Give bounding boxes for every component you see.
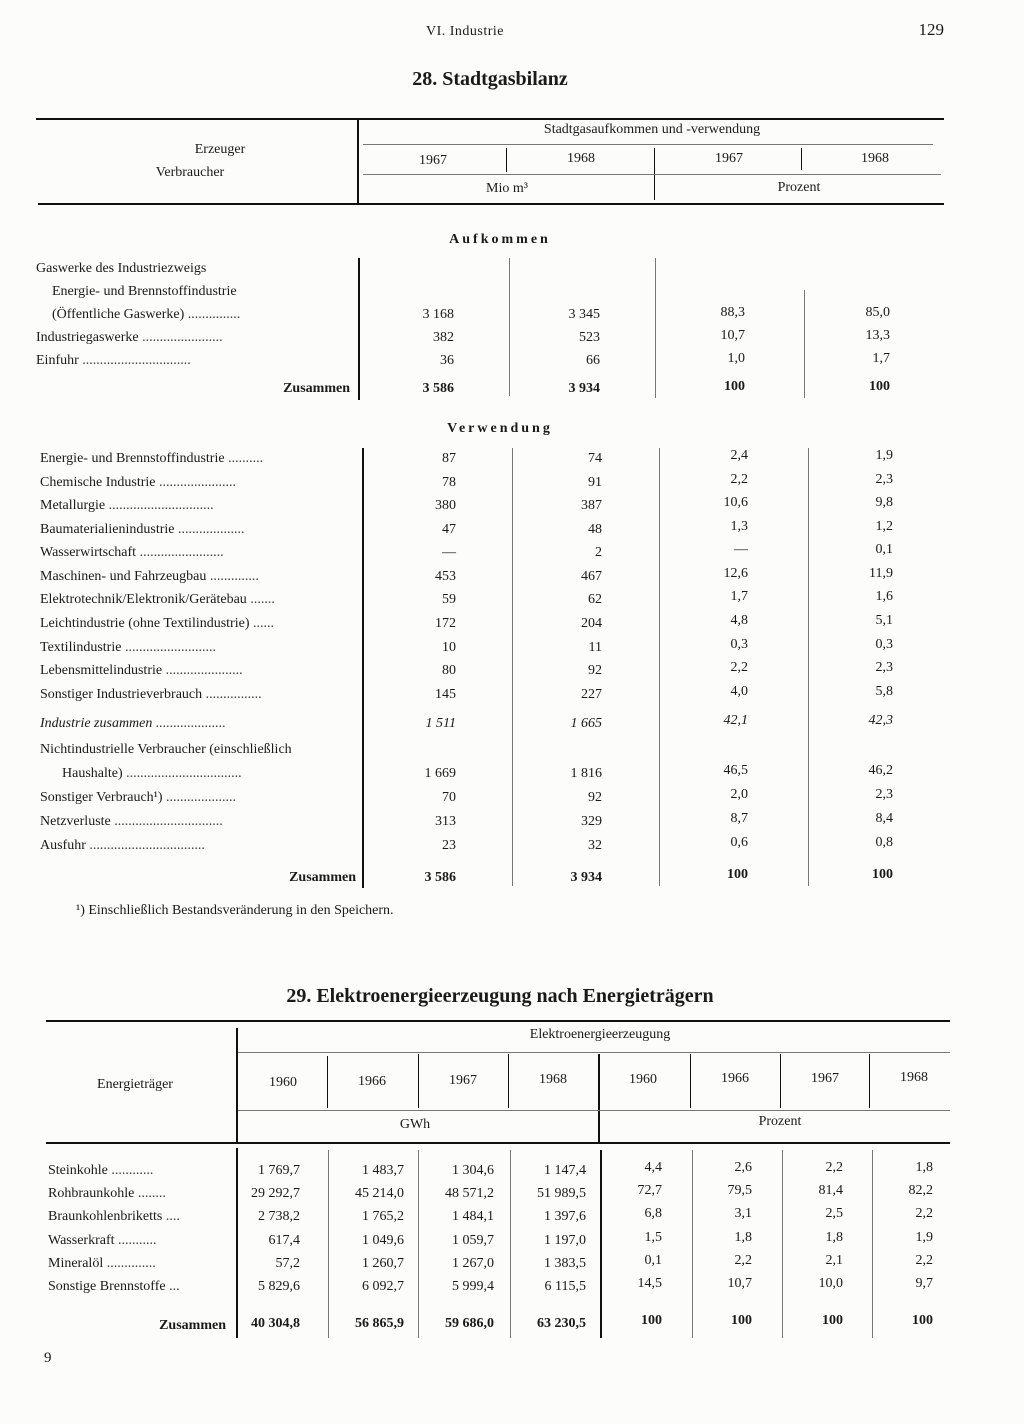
t28-a-value: 13,3: [865, 328, 890, 343]
t29-value: 1 304,6: [452, 1163, 494, 1178]
t29-row-label: [48, 1186, 166, 1202]
t28-b-value: 1,7: [730, 589, 748, 604]
t29-year-sep-4: [598, 1054, 600, 1144]
t28-b-row-label: [62, 766, 242, 782]
t29-value: 2,2: [825, 1160, 843, 1175]
t28-b-value: 9,8: [875, 495, 893, 510]
leader-dots: ...............................: [114, 814, 223, 829]
t29-value: 81,4: [818, 1183, 843, 1198]
t28-b-value: 453: [435, 569, 456, 584]
t29-value: 2,5: [825, 1206, 843, 1221]
row-label-text: Industrie zusammen: [40, 716, 153, 731]
t28-unit-left: Mio m³: [486, 181, 528, 196]
t28-b-value: 32: [588, 838, 602, 853]
t28-b-row-label: [40, 663, 243, 679]
t28-b-value: 12,6: [723, 566, 748, 581]
row-label-text: Wasserwirtschaft: [40, 545, 137, 560]
t28-b-value: 0,1: [875, 542, 893, 557]
leader-dots: ......: [253, 616, 274, 631]
leader-dots: ......................: [158, 475, 236, 490]
t28-footnote: ¹) Einschließlich Bestandsveränderung in den Speichern.: [76, 903, 394, 918]
t28-a-value: 3 934: [568, 381, 600, 396]
t28-year-2: 1968: [567, 151, 595, 166]
row-label-text: Netzverluste: [40, 814, 111, 829]
row-label-text: Zusammen: [289, 870, 356, 885]
t28-b-value: 0,3: [875, 637, 893, 652]
t28-b-row-label: [40, 742, 292, 758]
t29-value: 100: [641, 1313, 662, 1328]
t28-b-value: 313: [435, 814, 456, 829]
t29-value: 617,4: [268, 1233, 300, 1248]
t28-b-row-label: [40, 640, 216, 656]
t28-b-value: 1 669: [424, 766, 456, 781]
t29-value: 1 769,7: [258, 1163, 300, 1178]
t28-b-value: 467: [581, 569, 602, 584]
t29-value: 2,2: [915, 1253, 933, 1268]
page-number: 129: [918, 20, 944, 39]
leader-dots: ...............................: [82, 353, 191, 368]
t28-b-value: 380: [435, 498, 456, 513]
t28-b-value: 8,4: [875, 811, 893, 826]
table-28-title: 28. Stadtgasbilanz: [412, 68, 568, 90]
t28-b-value: 2,3: [875, 660, 893, 675]
t29-value: 5 829,6: [258, 1279, 300, 1294]
t29-unit-rule: [238, 1110, 950, 1111]
t28-b-value: 329: [581, 814, 602, 829]
t28-a-value: 85,0: [865, 305, 890, 320]
t28-b-value: 227: [581, 687, 602, 702]
t29-unit-left: GWh: [399, 1117, 431, 1132]
t29-top-rule: [46, 1020, 950, 1022]
t28-section-aufkommen: Aufkommen: [449, 232, 551, 247]
t28-header-bottom-rule: [38, 203, 944, 205]
t28-a-value: 100: [869, 379, 890, 394]
t29-year-8: 1968: [900, 1070, 928, 1085]
t29-value: 59 686,0: [445, 1316, 494, 1331]
t29-value: 1 147,4: [544, 1163, 586, 1178]
t28-group-rule: [363, 144, 933, 145]
row-label-text: Energie- und Brennstoffindustrie: [40, 451, 225, 466]
t28-b-value: 42,1: [723, 713, 748, 728]
t29-year-7: 1967: [811, 1071, 839, 1086]
t29-value: 1 049,6: [362, 1233, 404, 1248]
t28-b-value: 3 586: [424, 870, 456, 885]
t28-b-row-label: [40, 498, 214, 514]
t28-a-value: 66: [586, 353, 600, 368]
t28-b-value: 78: [442, 475, 456, 490]
t29-value: 4,4: [644, 1160, 662, 1175]
t28-a-row-label: [36, 353, 191, 369]
t29-year-6: 1966: [721, 1071, 749, 1086]
t29-value: 1,8: [734, 1230, 752, 1245]
t28-b-value: 2,3: [875, 787, 893, 802]
t29-value: 10,0: [818, 1276, 843, 1291]
row-label-text: Leichtindustrie (ohne Textilindustrie): [40, 616, 250, 631]
t28-b-value: 5,1: [875, 613, 893, 628]
row-label-text: (Öffentliche Gaswerke): [52, 307, 185, 322]
t29-value: 2,2: [734, 1253, 752, 1268]
t28-b-value: 46,5: [723, 763, 748, 778]
leader-dots: .......: [250, 592, 275, 607]
t28-a-value: 3 586: [422, 381, 454, 396]
leader-dots: ..........................: [124, 640, 216, 655]
t28-b-value: 1 816: [570, 766, 602, 781]
t28-b-value: 46,2: [868, 763, 893, 778]
t28-b-value: 87: [442, 451, 456, 466]
t28-b-row-label: [40, 716, 226, 732]
t29-value: 14,5: [637, 1276, 662, 1291]
t28-section-verwendung: Verwendung: [447, 421, 553, 436]
row-label-text: Gaswerke des Industriezweigs: [36, 261, 207, 276]
t28-b-value: 387: [581, 498, 602, 513]
t28-b-value: 11,9: [869, 566, 893, 581]
leader-dots: ..............................: [108, 498, 214, 513]
t28-year-3: 1967: [715, 151, 743, 166]
t28-b-row-label: [40, 451, 263, 467]
t28-a-value: 10,7: [720, 328, 745, 343]
t29-value: 1 059,7: [452, 1233, 494, 1248]
t29-year-sep-7: [869, 1054, 870, 1108]
t29-value: 100: [731, 1313, 752, 1328]
t29-value: 2,6: [734, 1160, 752, 1175]
t28-a-row-label: [52, 307, 240, 323]
t28-b-row-label: [40, 592, 275, 608]
t29-year-sep-1: [327, 1056, 328, 1108]
t29-value: 1 197,0: [544, 1233, 586, 1248]
t28-b-row-label: [40, 475, 236, 491]
t28-unit-right: Prozent: [777, 180, 821, 195]
t28-b-value: 8,7: [730, 811, 748, 826]
t28-b-value: 100: [727, 867, 748, 882]
leader-dots: ...........: [118, 1233, 157, 1248]
row-label-text: Sonstiger Industrieverbrauch: [40, 687, 203, 702]
t29-value: 1 484,1: [452, 1209, 494, 1224]
t28-a-value: 3 168: [422, 307, 454, 322]
t28-b-value: 47: [442, 522, 456, 537]
t29-value: 6 115,5: [544, 1279, 586, 1294]
t29-value: 72,7: [637, 1183, 662, 1198]
t28-b-row-label: [40, 616, 274, 632]
t28-b-value: 91: [588, 475, 602, 490]
t28-year-sep-1: [506, 148, 507, 172]
t29-total-label: [40, 1318, 226, 1334]
t28-b-value: 0,8: [875, 835, 893, 850]
t28-stub-divider: [357, 120, 359, 204]
t29-value: 100: [912, 1313, 933, 1328]
t28-b-value: 0,6: [730, 835, 748, 850]
row-label-text: Einfuhr: [36, 353, 79, 368]
t29-group-header: Elektroenergieerzeugung: [529, 1027, 671, 1042]
t29-stub-header: Energieträger: [97, 1077, 173, 1092]
t29-value: 51 989,5: [537, 1186, 586, 1201]
t28-b-value: 2,4: [730, 448, 748, 463]
t29-value: 6 092,7: [362, 1279, 404, 1294]
row-label-text: Braunkohlenbriketts: [48, 1209, 163, 1224]
t28-a-value: 88,3: [720, 305, 745, 320]
t28-a-row-label: [36, 261, 206, 277]
t28-a-col-line-1: [509, 258, 510, 396]
t28-year-4: 1968: [861, 151, 889, 166]
t28-b-row-label: [40, 545, 224, 561]
t29-value: 29 292,7: [251, 1186, 300, 1201]
t29-value: 1 383,5: [544, 1256, 586, 1271]
leader-dots: ....: [165, 1209, 180, 1224]
leader-dots: ................: [205, 687, 262, 702]
t28-b-value: 1,2: [875, 519, 893, 534]
t29-year-sep-3: [508, 1054, 509, 1108]
t29-year-1: 1960: [269, 1075, 297, 1090]
row-label-text: Zusammen: [283, 381, 350, 396]
t28-b-row-label: [40, 838, 205, 854]
t29-value: 6,8: [644, 1206, 662, 1221]
t29-value: 1,8: [825, 1230, 843, 1245]
t28-a-value: 523: [579, 330, 600, 345]
t28-b-row-label: [40, 687, 262, 703]
t28-b-value: 204: [581, 616, 602, 631]
row-label-text: Baumaterialienindustrie: [40, 522, 175, 537]
t28-b-value: 2,2: [730, 660, 748, 675]
t29-year-sep-6: [780, 1054, 781, 1108]
t28-stub-header-1: Erzeuger: [194, 142, 246, 157]
t28-b-value: 172: [435, 616, 456, 631]
t28-b-value: 2,2: [730, 472, 748, 487]
row-label-text: Sonstiger Verbrauch¹): [40, 790, 163, 805]
row-label-text: Rohbraunkohle: [48, 1186, 135, 1201]
t29-row-label: [48, 1233, 157, 1249]
t28-b-value: 74: [588, 451, 602, 466]
t29-value: 5 999,4: [452, 1279, 494, 1294]
t28-b-value: 2: [595, 545, 602, 560]
t28-b-value: 11: [588, 640, 602, 655]
t29-value: 2,2: [915, 1206, 933, 1221]
t29-value: 63 230,5: [537, 1316, 586, 1331]
t28-year-sep-3: [801, 148, 802, 170]
t29-row-label: [48, 1279, 180, 1295]
t28-b-value: 3 934: [570, 870, 602, 885]
t28-b-row-label: [40, 522, 245, 538]
t29-value: 2 738,2: [258, 1209, 300, 1224]
t28-a-value: 3 345: [568, 307, 600, 322]
leader-dots: ....................: [166, 790, 237, 805]
leader-dots: ...............: [187, 307, 241, 322]
t29-value: 79,5: [727, 1183, 752, 1198]
t28-b-value: 1,6: [875, 589, 893, 604]
row-label-text: Zusammen: [159, 1318, 226, 1333]
leader-dots: ....................: [155, 716, 226, 731]
t29-value: 1 483,7: [362, 1163, 404, 1178]
t28-b-value: 42,3: [868, 713, 893, 728]
leader-dots: .................................: [126, 766, 242, 781]
leader-dots: .................................: [89, 838, 205, 853]
t28-b-value: 1,3: [730, 519, 748, 534]
t29-value: 1 267,0: [452, 1256, 494, 1271]
t29-value: 1,8: [915, 1160, 933, 1175]
t28-b-value: 80: [442, 663, 456, 678]
t29-value: 100: [822, 1313, 843, 1328]
t29-stub-divider: [236, 1028, 238, 1144]
row-label-text: Mineralöl: [48, 1256, 104, 1271]
t28-a-value: 100: [724, 379, 745, 394]
leader-dots: ............: [111, 1163, 154, 1178]
t29-year-sep-5: [690, 1054, 691, 1108]
t28-b-value: —: [734, 542, 748, 557]
t29-value: 3,1: [734, 1206, 752, 1221]
t28-year-1: 1967: [419, 153, 447, 168]
t29-row-label: [48, 1209, 180, 1225]
running-header-section: VI. Industrie: [425, 24, 505, 39]
t28-b-row-label: [40, 814, 223, 830]
t29-value: 0,1: [644, 1253, 662, 1268]
row-label-text: Wasserkraft: [48, 1233, 115, 1248]
t28-b-value: 0,3: [730, 637, 748, 652]
t28-a-row-label: [36, 330, 223, 346]
row-label-text: Ausfuhr: [40, 838, 86, 853]
row-label-text: Elektrotechnik/Elektronik/Gerätebau: [40, 592, 247, 607]
t29-value: 57,2: [275, 1256, 300, 1271]
t28-a-total-label: [150, 381, 350, 397]
row-label-text: Maschinen- und Fahrzeugbau: [40, 569, 207, 584]
t28-b-value: 62: [588, 592, 602, 607]
t28-top-rule: [36, 118, 944, 120]
leader-dots: ...: [169, 1279, 180, 1294]
row-label-text: Lebensmittelindustrie: [40, 663, 163, 678]
t29-value: 1,5: [644, 1230, 662, 1245]
table-29-title: 29. Elektroenergieerzeugung nach Energieträgern: [286, 985, 714, 1007]
row-label-text: Chemische Industrie: [40, 475, 156, 490]
row-label-text: Sonstige Brennstoffe: [48, 1279, 166, 1294]
t29-year-2: 1966: [358, 1074, 386, 1089]
t28-a-value: 1,7: [872, 351, 890, 366]
t29-year-3: 1967: [449, 1073, 477, 1088]
t29-group-rule: [238, 1052, 950, 1053]
leader-dots: ..............: [106, 1256, 156, 1271]
t29-row-label: [48, 1256, 156, 1272]
t29-value: 1 765,2: [362, 1209, 404, 1224]
row-label-text: Nichtindustrielle Verbraucher (einschließlich: [40, 742, 292, 757]
t28-b-value: 4,0: [730, 684, 748, 699]
t28-stub-header-2: Verbraucher: [155, 165, 225, 180]
leader-dots: ......................: [165, 663, 243, 678]
t28-b-row-label: [40, 569, 259, 585]
t28-b-value: 59: [442, 592, 456, 607]
leader-dots: ........................: [139, 545, 224, 560]
t28-a-value: 1,0: [727, 351, 745, 366]
t28-b-value: 2,3: [875, 472, 893, 487]
t29-row-label: [48, 1163, 153, 1179]
row-label-text: Industriegaswerke: [36, 330, 139, 345]
t29-header-bottom-rule: [46, 1142, 950, 1144]
t28-b-value: 23: [442, 838, 456, 853]
t28-b-value: 145: [435, 687, 456, 702]
row-label-text: Haushalte): [62, 766, 123, 781]
t28-b-value: 100: [872, 867, 893, 882]
t28-b-value: 48: [588, 522, 602, 537]
t29-value: 1 260,7: [362, 1256, 404, 1271]
leader-dots: ........: [137, 1186, 166, 1201]
t29-value: 82,2: [908, 1183, 933, 1198]
t28-a-row-label: [52, 284, 237, 300]
t28-unit-rule: [363, 174, 941, 175]
t29-year-5: 1960: [629, 1072, 657, 1087]
t28-a-value: 382: [433, 330, 454, 345]
t28-b-value: 5,8: [875, 684, 893, 699]
t28-b-value: 2,0: [730, 787, 748, 802]
t29-value: 1,9: [915, 1230, 933, 1245]
t29-year-sep-2: [418, 1054, 419, 1108]
leader-dots: ...................: [178, 522, 245, 537]
t28-b-value: 10,6: [723, 495, 748, 510]
t29-value: 2,1: [825, 1253, 843, 1268]
t29-value: 40 304,8: [251, 1316, 300, 1331]
leader-dots: ..........: [228, 451, 264, 466]
t28-b-value: —: [442, 545, 456, 560]
t28-b-row-label: [40, 790, 236, 806]
row-label-text: Steinkohle: [48, 1163, 108, 1178]
t29-year-4: 1968: [539, 1072, 567, 1087]
t28-a-value: 36: [440, 353, 454, 368]
t28-b-value: 70: [442, 790, 456, 805]
t28-b-value: 92: [588, 663, 602, 678]
t28-group-header: Stadtgasaufkommen und -verwendung: [543, 122, 761, 137]
row-label-text: Metallurgie: [40, 498, 106, 513]
t28-a-stub-line: [358, 258, 360, 400]
t28-b-stub-line: [362, 448, 364, 888]
t28-b-value: 10: [442, 640, 456, 655]
t28-b-value: 1 511: [425, 716, 456, 731]
t28-b-value: 1,9: [875, 448, 893, 463]
t29-value: 48 571,2: [445, 1186, 494, 1201]
t28-b-value: 4,8: [730, 613, 748, 628]
t29-value: 10,7: [727, 1276, 752, 1291]
t29-value: 1 397,6: [544, 1209, 586, 1224]
t28-b-value: 92: [588, 790, 602, 805]
t29-value: 45 214,0: [355, 1186, 404, 1201]
t28-b-total-label: [156, 870, 356, 886]
t29-value: 56 865,9: [355, 1316, 404, 1331]
t29-unit-right: Prozent: [758, 1114, 802, 1129]
bottom-page-mark: 9: [44, 1350, 52, 1366]
row-label-text: Energie- und Brennstoffindustrie: [52, 284, 237, 299]
row-label-text: Textilindustrie: [40, 640, 122, 655]
t29-value: 9,7: [915, 1276, 933, 1291]
leader-dots: ..............: [209, 569, 259, 584]
leader-dots: .......................: [142, 330, 223, 345]
t28-b-value: 1 665: [570, 716, 602, 731]
